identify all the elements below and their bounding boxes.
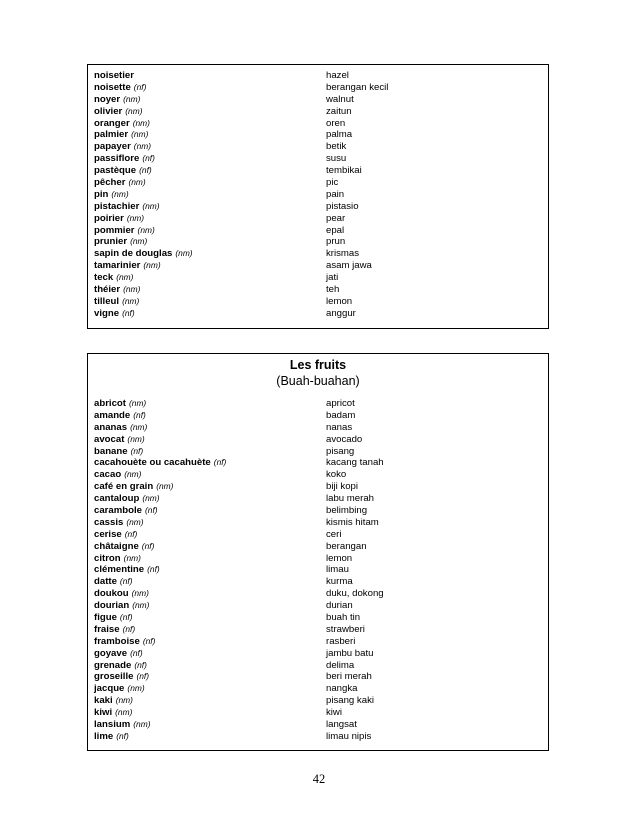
gender-marker: (nf) bbox=[136, 671, 150, 682]
french-term bbox=[94, 165, 152, 177]
vocab-row bbox=[94, 529, 544, 541]
gender-marker: (nm) bbox=[132, 117, 150, 128]
gender-marker: (nf) bbox=[145, 505, 158, 516]
vocab-row bbox=[94, 434, 544, 446]
vocab-row bbox=[94, 82, 544, 94]
malay-translation: ceri bbox=[326, 528, 342, 540]
malay-translation: kurma bbox=[326, 576, 353, 588]
french-word: noyer bbox=[94, 93, 121, 105]
vocab-row bbox=[94, 398, 544, 410]
french-term bbox=[94, 707, 132, 719]
vocab-row bbox=[94, 624, 544, 636]
french-word: grenade bbox=[94, 659, 132, 671]
gender-marker: (nm) bbox=[142, 493, 160, 504]
vocab-row bbox=[94, 600, 544, 612]
vocab-row bbox=[94, 695, 544, 707]
gender-marker: (nf) bbox=[122, 307, 135, 318]
malay-translation: krismas bbox=[326, 248, 360, 260]
french-word: goyave bbox=[94, 647, 128, 659]
vocab-row bbox=[94, 94, 544, 106]
french-term bbox=[94, 636, 155, 648]
gender-marker: (nf) bbox=[139, 165, 152, 176]
gender-marker: (nm) bbox=[129, 398, 147, 408]
gender-marker: (nm) bbox=[125, 105, 143, 116]
vocab-row bbox=[94, 457, 544, 469]
gender-marker: (nm) bbox=[127, 433, 145, 444]
malay-translation: beri merah bbox=[326, 671, 372, 683]
gender-marker: (nf) bbox=[130, 445, 144, 456]
gender-marker: (nm) bbox=[142, 200, 160, 211]
gender-marker: (nm) bbox=[130, 236, 148, 247]
french-term bbox=[94, 731, 129, 743]
french-word: kiwi bbox=[94, 707, 113, 719]
gender-marker: (nf) bbox=[116, 730, 129, 741]
french-term bbox=[94, 671, 149, 683]
french-word: lansium bbox=[94, 719, 131, 731]
malay-translation: lemon bbox=[326, 295, 353, 307]
french-term bbox=[94, 94, 140, 106]
gender-marker: (nm) bbox=[126, 212, 145, 223]
malay-translation: walnut bbox=[326, 93, 354, 105]
french-word: figue bbox=[94, 612, 117, 624]
vocab-row bbox=[94, 189, 544, 201]
french-term bbox=[94, 272, 133, 284]
french-word: papayer bbox=[94, 141, 131, 153]
french-term bbox=[94, 189, 129, 201]
french-term bbox=[94, 446, 143, 458]
french-word: framboise bbox=[94, 635, 140, 647]
vocab-row bbox=[94, 260, 544, 272]
french-term bbox=[94, 260, 161, 272]
french-word: cantaloup bbox=[94, 493, 140, 505]
french-term bbox=[94, 296, 139, 308]
malay-translation: pic bbox=[326, 177, 339, 189]
malay-translation: pisang bbox=[326, 445, 355, 457]
gender-marker: (nm) bbox=[124, 469, 142, 480]
french-term bbox=[94, 469, 141, 481]
gender-marker: (nm) bbox=[115, 707, 133, 718]
french-word: banane bbox=[94, 445, 128, 457]
french-word: café en grain bbox=[94, 481, 154, 493]
gender-marker: (nm) bbox=[175, 248, 193, 259]
malay-translation: prun bbox=[326, 236, 346, 248]
trees-list bbox=[94, 70, 544, 320]
malay-translation: asam jawa bbox=[326, 260, 372, 272]
french-term bbox=[94, 600, 149, 612]
gender-marker: (nf) bbox=[130, 647, 143, 658]
malay-translation: pear bbox=[326, 212, 346, 224]
french-word: noisette bbox=[94, 81, 131, 93]
french-word: citron bbox=[94, 552, 121, 564]
vocab-row bbox=[94, 731, 544, 743]
french-word: tamarinier bbox=[94, 260, 141, 272]
malay-translation: jati bbox=[326, 272, 339, 284]
french-word: clémentine bbox=[94, 564, 145, 576]
gender-marker: (nm) bbox=[133, 141, 152, 152]
french-term bbox=[94, 612, 132, 624]
french-term bbox=[94, 213, 144, 225]
french-word: sapin de douglas bbox=[94, 248, 173, 260]
french-word: doukou bbox=[94, 588, 129, 600]
vocab-row bbox=[94, 201, 544, 213]
french-term bbox=[94, 683, 145, 695]
gender-marker: (nm) bbox=[133, 719, 151, 730]
vocab-row bbox=[94, 153, 544, 165]
malay-translation: berangan kecil bbox=[326, 81, 389, 93]
french-word: avocat bbox=[94, 433, 125, 445]
french-word: datte bbox=[94, 576, 117, 588]
vocab-row bbox=[94, 177, 544, 189]
vocab-row bbox=[94, 213, 544, 225]
malay-translation: apricot bbox=[326, 398, 355, 409]
gender-marker: (nf) bbox=[134, 659, 147, 670]
gender-marker: (nm) bbox=[132, 600, 150, 611]
french-term bbox=[94, 82, 146, 94]
gender-marker: (nm) bbox=[123, 93, 141, 104]
french-word: jacque bbox=[94, 683, 125, 695]
vocab-row bbox=[94, 481, 544, 493]
french-term bbox=[94, 648, 143, 660]
malay-translation: avocado bbox=[326, 433, 363, 445]
vocab-row bbox=[94, 165, 544, 177]
french-term bbox=[94, 106, 142, 118]
gender-marker: (nf) bbox=[141, 540, 155, 551]
vocab-row bbox=[94, 707, 544, 719]
french-word: pistachier bbox=[94, 200, 140, 212]
gender-marker: (nm) bbox=[130, 421, 148, 432]
french-word: groseille bbox=[94, 671, 134, 683]
malay-translation: rasberi bbox=[326, 635, 356, 647]
vocab-row bbox=[94, 683, 544, 695]
vocab-row bbox=[94, 225, 544, 237]
french-term bbox=[94, 70, 137, 82]
french-term bbox=[94, 457, 226, 469]
french-word: dourian bbox=[94, 600, 130, 612]
malay-translation: labu merah bbox=[326, 493, 374, 505]
french-word: noisetier bbox=[94, 70, 134, 81]
french-word: fraise bbox=[94, 623, 120, 635]
vocab-row bbox=[94, 564, 544, 576]
french-term bbox=[94, 529, 137, 541]
french-term bbox=[94, 410, 146, 422]
malay-translation: pisang kaki bbox=[326, 695, 374, 707]
french-word: carambole bbox=[94, 505, 142, 517]
section-subtitle: (Buah-buahan) bbox=[276, 374, 360, 388]
french-word: tilleul bbox=[94, 295, 120, 307]
gender-marker: (nm) bbox=[131, 129, 149, 140]
french-term bbox=[94, 564, 160, 576]
french-word: pêcher bbox=[94, 177, 126, 189]
french-word: cacahouète ou cacahuète bbox=[94, 457, 211, 469]
french-term bbox=[94, 153, 155, 165]
vocab-row bbox=[94, 248, 544, 260]
french-word: palmier bbox=[94, 129, 129, 141]
vocab-row bbox=[94, 236, 544, 248]
malay-translation: limau nipis bbox=[326, 730, 372, 742]
vocab-row bbox=[94, 106, 544, 118]
french-term bbox=[94, 284, 140, 296]
french-word: cassis bbox=[94, 516, 124, 528]
malay-translation: teh bbox=[326, 284, 340, 296]
french-word: vigne bbox=[94, 307, 120, 319]
gender-marker: (nf) bbox=[122, 623, 136, 634]
vocab-row bbox=[94, 493, 544, 505]
malay-translation: oren bbox=[326, 117, 346, 129]
french-term bbox=[94, 308, 135, 320]
gender-marker: (nm) bbox=[156, 481, 174, 492]
gender-marker: (nf) bbox=[142, 635, 156, 646]
french-word: teck bbox=[94, 272, 114, 284]
french-term bbox=[94, 541, 154, 553]
gender-marker: (nm) bbox=[131, 588, 149, 599]
french-term bbox=[94, 719, 150, 731]
french-term bbox=[94, 129, 148, 141]
french-term bbox=[94, 695, 133, 707]
french-word: pin bbox=[94, 188, 109, 200]
malay-translation: epal bbox=[326, 224, 345, 236]
malay-translation: palma bbox=[326, 129, 353, 141]
french-term bbox=[94, 177, 146, 189]
gender-marker: (nm) bbox=[126, 516, 144, 527]
malay-translation: anggur bbox=[326, 307, 356, 319]
malay-translation: durian bbox=[326, 600, 353, 612]
malay-translation: kacang tanah bbox=[326, 457, 384, 469]
malay-translation: koko bbox=[326, 469, 347, 481]
gender-marker: (nm) bbox=[115, 695, 133, 706]
vocab-row bbox=[94, 272, 544, 284]
malay-translation: nangka bbox=[326, 683, 358, 695]
french-word: pommier bbox=[94, 224, 135, 236]
vocab-row bbox=[94, 576, 544, 588]
gender-marker: (nf) bbox=[133, 81, 147, 92]
french-term bbox=[94, 422, 147, 434]
vocab-row bbox=[94, 612, 544, 624]
malay-translation: buah tin bbox=[326, 612, 361, 624]
gender-marker: (nf) bbox=[213, 457, 227, 468]
french-term bbox=[94, 576, 132, 588]
vocab-row bbox=[94, 308, 544, 320]
malay-translation: biji kopi bbox=[326, 481, 358, 493]
french-word: cacao bbox=[94, 469, 122, 481]
vocab-row bbox=[94, 296, 544, 308]
page-number: 42 bbox=[312, 772, 326, 786]
malay-translation: hazel bbox=[326, 70, 349, 81]
french-term bbox=[94, 660, 147, 672]
gender-marker: (nm) bbox=[127, 683, 145, 694]
vocab-row bbox=[94, 70, 544, 82]
malay-translation: tembikai bbox=[326, 165, 362, 177]
vocab-row bbox=[94, 129, 544, 141]
french-word: poirier bbox=[94, 212, 124, 224]
french-word: ananas bbox=[94, 421, 128, 433]
french-term bbox=[94, 517, 144, 529]
malay-translation: zaitun bbox=[326, 105, 352, 117]
french-term bbox=[94, 141, 151, 153]
gender-marker: (nf) bbox=[119, 612, 133, 623]
trees-table bbox=[87, 64, 549, 329]
malay-translation: langsat bbox=[326, 719, 357, 731]
vocab-row bbox=[94, 410, 544, 422]
vocab-row bbox=[94, 636, 544, 648]
french-term bbox=[94, 201, 160, 213]
vocab-row bbox=[94, 118, 544, 130]
french-term bbox=[94, 398, 146, 410]
malay-translation: strawberi bbox=[326, 623, 365, 635]
malay-translation: nanas bbox=[326, 421, 353, 433]
vocab-row bbox=[94, 517, 544, 529]
malay-translation: belimbing bbox=[326, 505, 368, 517]
malay-translation: lemon bbox=[326, 552, 353, 564]
malay-translation: badam bbox=[326, 409, 356, 421]
malay-translation: pain bbox=[326, 188, 345, 200]
french-word: lime bbox=[94, 730, 114, 742]
french-word: pastèque bbox=[94, 165, 137, 177]
french-term bbox=[94, 493, 160, 505]
gender-marker: (nf) bbox=[142, 153, 155, 164]
fruits-table bbox=[87, 353, 549, 751]
section-title: Les fruits bbox=[289, 358, 347, 372]
vocab-row bbox=[94, 541, 544, 553]
fruits-list bbox=[94, 398, 544, 743]
vocab-row bbox=[94, 671, 544, 683]
vocab-row bbox=[94, 141, 544, 153]
french-term bbox=[94, 434, 145, 446]
gender-marker: (nf) bbox=[133, 409, 146, 420]
vocab-row bbox=[94, 648, 544, 660]
vocab-row bbox=[94, 422, 544, 434]
malay-translation: susu bbox=[326, 153, 347, 165]
malay-translation: berangan bbox=[326, 540, 367, 552]
malay-translation: betik bbox=[326, 141, 347, 153]
gender-marker: (nm) bbox=[116, 272, 134, 283]
vocab-row bbox=[94, 553, 544, 565]
vocab-row bbox=[94, 719, 544, 731]
gender-marker: (nm) bbox=[111, 188, 129, 199]
gender-marker: (nm) bbox=[137, 224, 155, 235]
malay-translation: delima bbox=[326, 659, 355, 671]
french-word: théier bbox=[94, 284, 121, 296]
french-term bbox=[94, 588, 149, 600]
french-word: châtaigne bbox=[94, 540, 139, 552]
french-term bbox=[94, 225, 155, 237]
french-term bbox=[94, 248, 193, 260]
gender-marker: (nm) bbox=[128, 177, 146, 188]
gender-marker: (nm) bbox=[123, 552, 141, 563]
gender-marker: (nf) bbox=[147, 564, 160, 575]
malay-translation: kiwi bbox=[326, 707, 342, 719]
malay-translation: limau bbox=[326, 564, 349, 576]
vocab-row bbox=[94, 588, 544, 600]
french-word: kaki bbox=[94, 695, 113, 707]
french-term bbox=[94, 236, 147, 248]
gender-marker: (nf) bbox=[119, 576, 133, 587]
gender-marker: (nm) bbox=[143, 260, 161, 271]
vocab-row bbox=[94, 660, 544, 672]
malay-translation: jambu batu bbox=[326, 647, 374, 659]
vocab-row bbox=[94, 469, 544, 481]
vocab-row bbox=[94, 505, 544, 517]
french-word: olivier bbox=[94, 105, 123, 117]
french-word: cerise bbox=[94, 528, 122, 540]
malay-translation: kismis hitam bbox=[326, 516, 379, 528]
french-word: prunier bbox=[94, 236, 128, 248]
french-term bbox=[94, 624, 135, 636]
vocab-row bbox=[94, 446, 544, 458]
vocab-row bbox=[94, 284, 544, 296]
gender-marker: (nm) bbox=[122, 295, 140, 306]
french-term bbox=[94, 505, 158, 517]
french-term bbox=[94, 553, 141, 565]
french-term bbox=[94, 481, 173, 493]
french-word: passiflore bbox=[94, 153, 140, 165]
gender-marker: (nm) bbox=[123, 284, 141, 295]
gender-marker: (nf) bbox=[124, 528, 138, 539]
malay-translation: pistasio bbox=[326, 200, 359, 212]
french-word: oranger bbox=[94, 117, 130, 129]
malay-translation: duku, dokong bbox=[326, 588, 384, 600]
french-word: abricot bbox=[94, 398, 126, 409]
french-term bbox=[94, 118, 150, 130]
french-word: amande bbox=[94, 409, 131, 421]
